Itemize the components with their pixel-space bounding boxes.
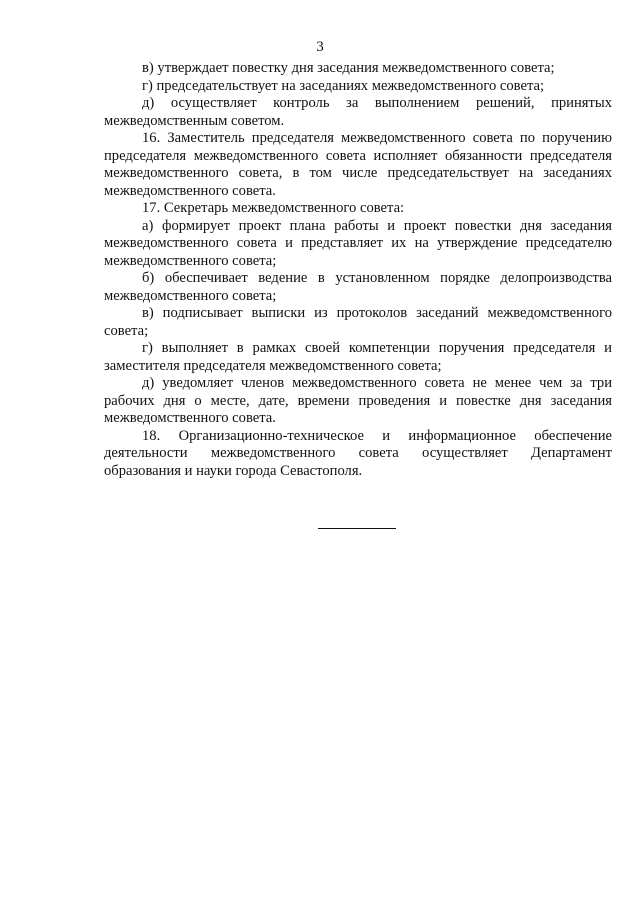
paragraph-15d: д) осуществляет контроль за выполнением решений, принятых межведомственным советом. xyxy=(104,95,612,129)
paragraph-17d: д) уведомляет членов межведомственного совета не менее чем за три рабочих дня о месте, дате, времени проведения и повестке дня заседания межведомственного совета. xyxy=(104,375,612,426)
paragraph-17g: г) выполняет в рамках своей компетенции поручения председателя и заместителя председателя межведомственного совета; xyxy=(104,340,612,374)
paragraph-15v: в) утверждает повестку дня заседания межведомственного совета; xyxy=(142,60,555,76)
paragraph-17v: в) подписывает выписки из протоколов заседаний межведомственного совета; xyxy=(104,305,612,339)
paragraph-18: 18. Организационно-техническое и информационное обеспечение деятельности межведомственного совета осуществляет Департамент образования и науки города Севастополя. xyxy=(104,427,612,479)
document-body xyxy=(104,60,612,480)
paragraph-17a: а) формирует проект плана работы и проект повестки дня заседания межведомственного совета и представляет их на утверждение председателю межведомственного совета; xyxy=(104,217,612,269)
page-number: 3 xyxy=(316,39,324,55)
end-divider-line xyxy=(318,528,396,529)
paragraph-17: 17. Секретарь межведомственного совета: xyxy=(142,200,405,216)
paragraph-16: 16. Заместитель председателя межведомственного совета по поручению председателя межведомственного совета исполняет обязанности председателя межведомственного совета, в том числе председательствует на заседаниях межведомственного совета. xyxy=(104,130,612,199)
paragraph-15g: г) председательствует на заседаниях межведомственного совета; xyxy=(142,77,545,94)
paragraph-17b: б) обеспечивает ведение в установленном порядке делопроизводства межведомственного совета; xyxy=(104,270,612,304)
